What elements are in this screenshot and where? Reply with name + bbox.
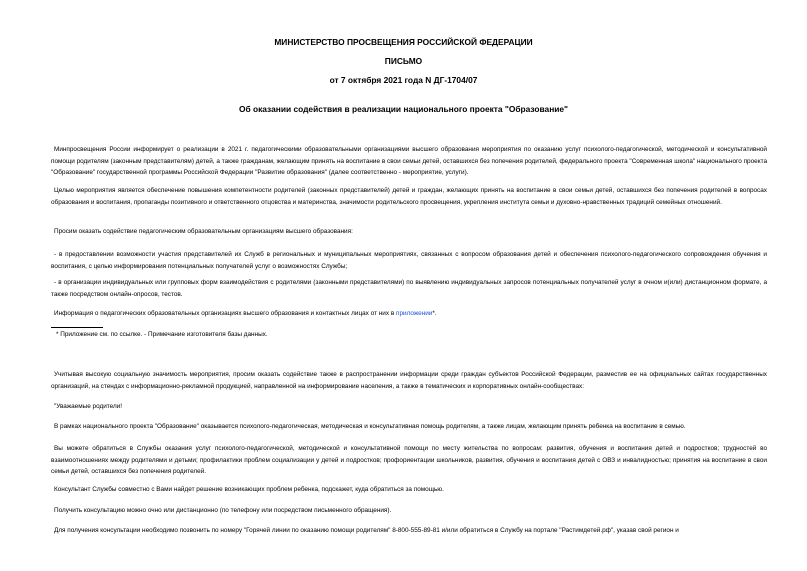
paragraph-3: Просим оказать содействие педагогическим образовательным организациям высшего образования: (54, 228, 353, 235)
paragraph-6-tail: *. (432, 310, 437, 317)
footnote-divider (51, 327, 103, 328)
ministry-heading: МИНИСТЕРСТВО ПРОСВЕЩЕНИЯ РОССИЙСКОЙ ФЕДЕРАЦИИ (274, 37, 533, 47)
paragraph-5: - в организации индивидуальных или групповых форм взаимодействия с родителями (законными представителями) по выявлению индивидуальных запросов потенциальных получателей услуг в очном и(или) дистанционном формате, а также посредством онлайн-опросов, тестов. (51, 279, 767, 298)
footnote: * Приложение см. по ссылке. - Примечание изготовителя базы данных. (56, 331, 268, 338)
document-date-number: от 7 октября 2021 года N ДГ-1704/07 (329, 75, 478, 85)
document-subject: Об оказании содействия в реализации национального проекта "Образование" (238, 104, 569, 114)
paragraph-1: Минпросвещения России информирует о реализации в 2021 г. педагогическими образовательными организациями высшего образования мероприятия по оказанию услуг психолого-педагогической, методической и консультативной помощи родителям (законным представителям) детей, а также гражданам, желающим принять на воспитание в свои семьи детей, оставшихся без попечения родителей, федерального проекта "Современная школа" национального проекта "Образование" государственной программы Российской Федерации "Развитие образования" (далее соответственно - мероприятие, услуги). (51, 146, 767, 177)
paragraph-6 (51, 308, 767, 320)
paragraph-10: Вы можете обратиться в Службы оказания услуг психолого-педагогической, методической и консультативной помощи по месту жительства по вопросам: развития, обучения и воспитания детей и подростков; трудностей во взаимоотношениях между родителями и детьми; профилактики проблем социализации у детей и подростков; профориентации школьников, развития, обучения и воспитания детей с ОВЗ и инвалидностью; принятия на воспитание в свои семьи детей, оставшихся без попечения родителей. (51, 445, 767, 476)
paragraph-4: - в предоставлении возможности участия представителей их Служб в региональных и муниципальных мероприятиях, связанных с вопросом образования детей и обеспечения психолого-педагогического сопровождения обучения и воспитания, с целью информирования потенциальных получателей услуг о возможностях Службы; (51, 251, 767, 270)
paragraph-6-text: Информация о педагогических образовательных организациях высшего образования и контактных лицах от них в (54, 310, 396, 317)
paragraph-2: Целью мероприятия является обеспечение повышения компетентности родителей (законных представителей) детей и граждан, желающих принять на воспитание в свои семьи детей, оставшихся без попечения родителей в вопросах образования и воспитания, пропаганды позитивного и ответственного отцовства и материнства, значимости родительского просвещения, укрепления института семьи и духовно-нравственных традиций семейных отношений. (51, 187, 767, 206)
paragraph-13: Для получения консультации необходимо позвонить по номеру "Горячей линии по оказанию помощи родителям" 8-800-555-89-81 и/или обратиться в Службу на портале "Растимдетей.рф", указав свой регион и (54, 527, 679, 534)
paragraph-9: В рамках национального проекта "Образование" оказывается психолого-педагогическая, методическая и консультативная помощь родителям, а также лицам, желающим принять ребенка на воспитание в семью. (54, 423, 686, 430)
paragraph-8: "Уважаемые родители! (54, 403, 123, 410)
paragraph-7: Учитывая высокую социальную значимость мероприятия, просим оказать содействие также в распространении информации среди граждан субъектов Российской Федерации, разместив ее на официальных сайтах государственных организаций, на стендах с информационно-рекламной продукцией, направленной на информирование населения, а также в тематических и корпоративных онлайн-сообществах: (51, 371, 767, 390)
paragraph-11: Консультант Службы совместно с Вами найдет решение возникающих проблем ребенка, подскажет, куда обратиться за помощью. (54, 486, 444, 493)
document-type: ПИСЬМО (384, 56, 423, 66)
appendix-link[interactable]: приложении (396, 310, 433, 317)
paragraph-12: Получить консультацию можно очно или дистанционно (по телефону или посредством письменного обращения). (54, 507, 392, 514)
